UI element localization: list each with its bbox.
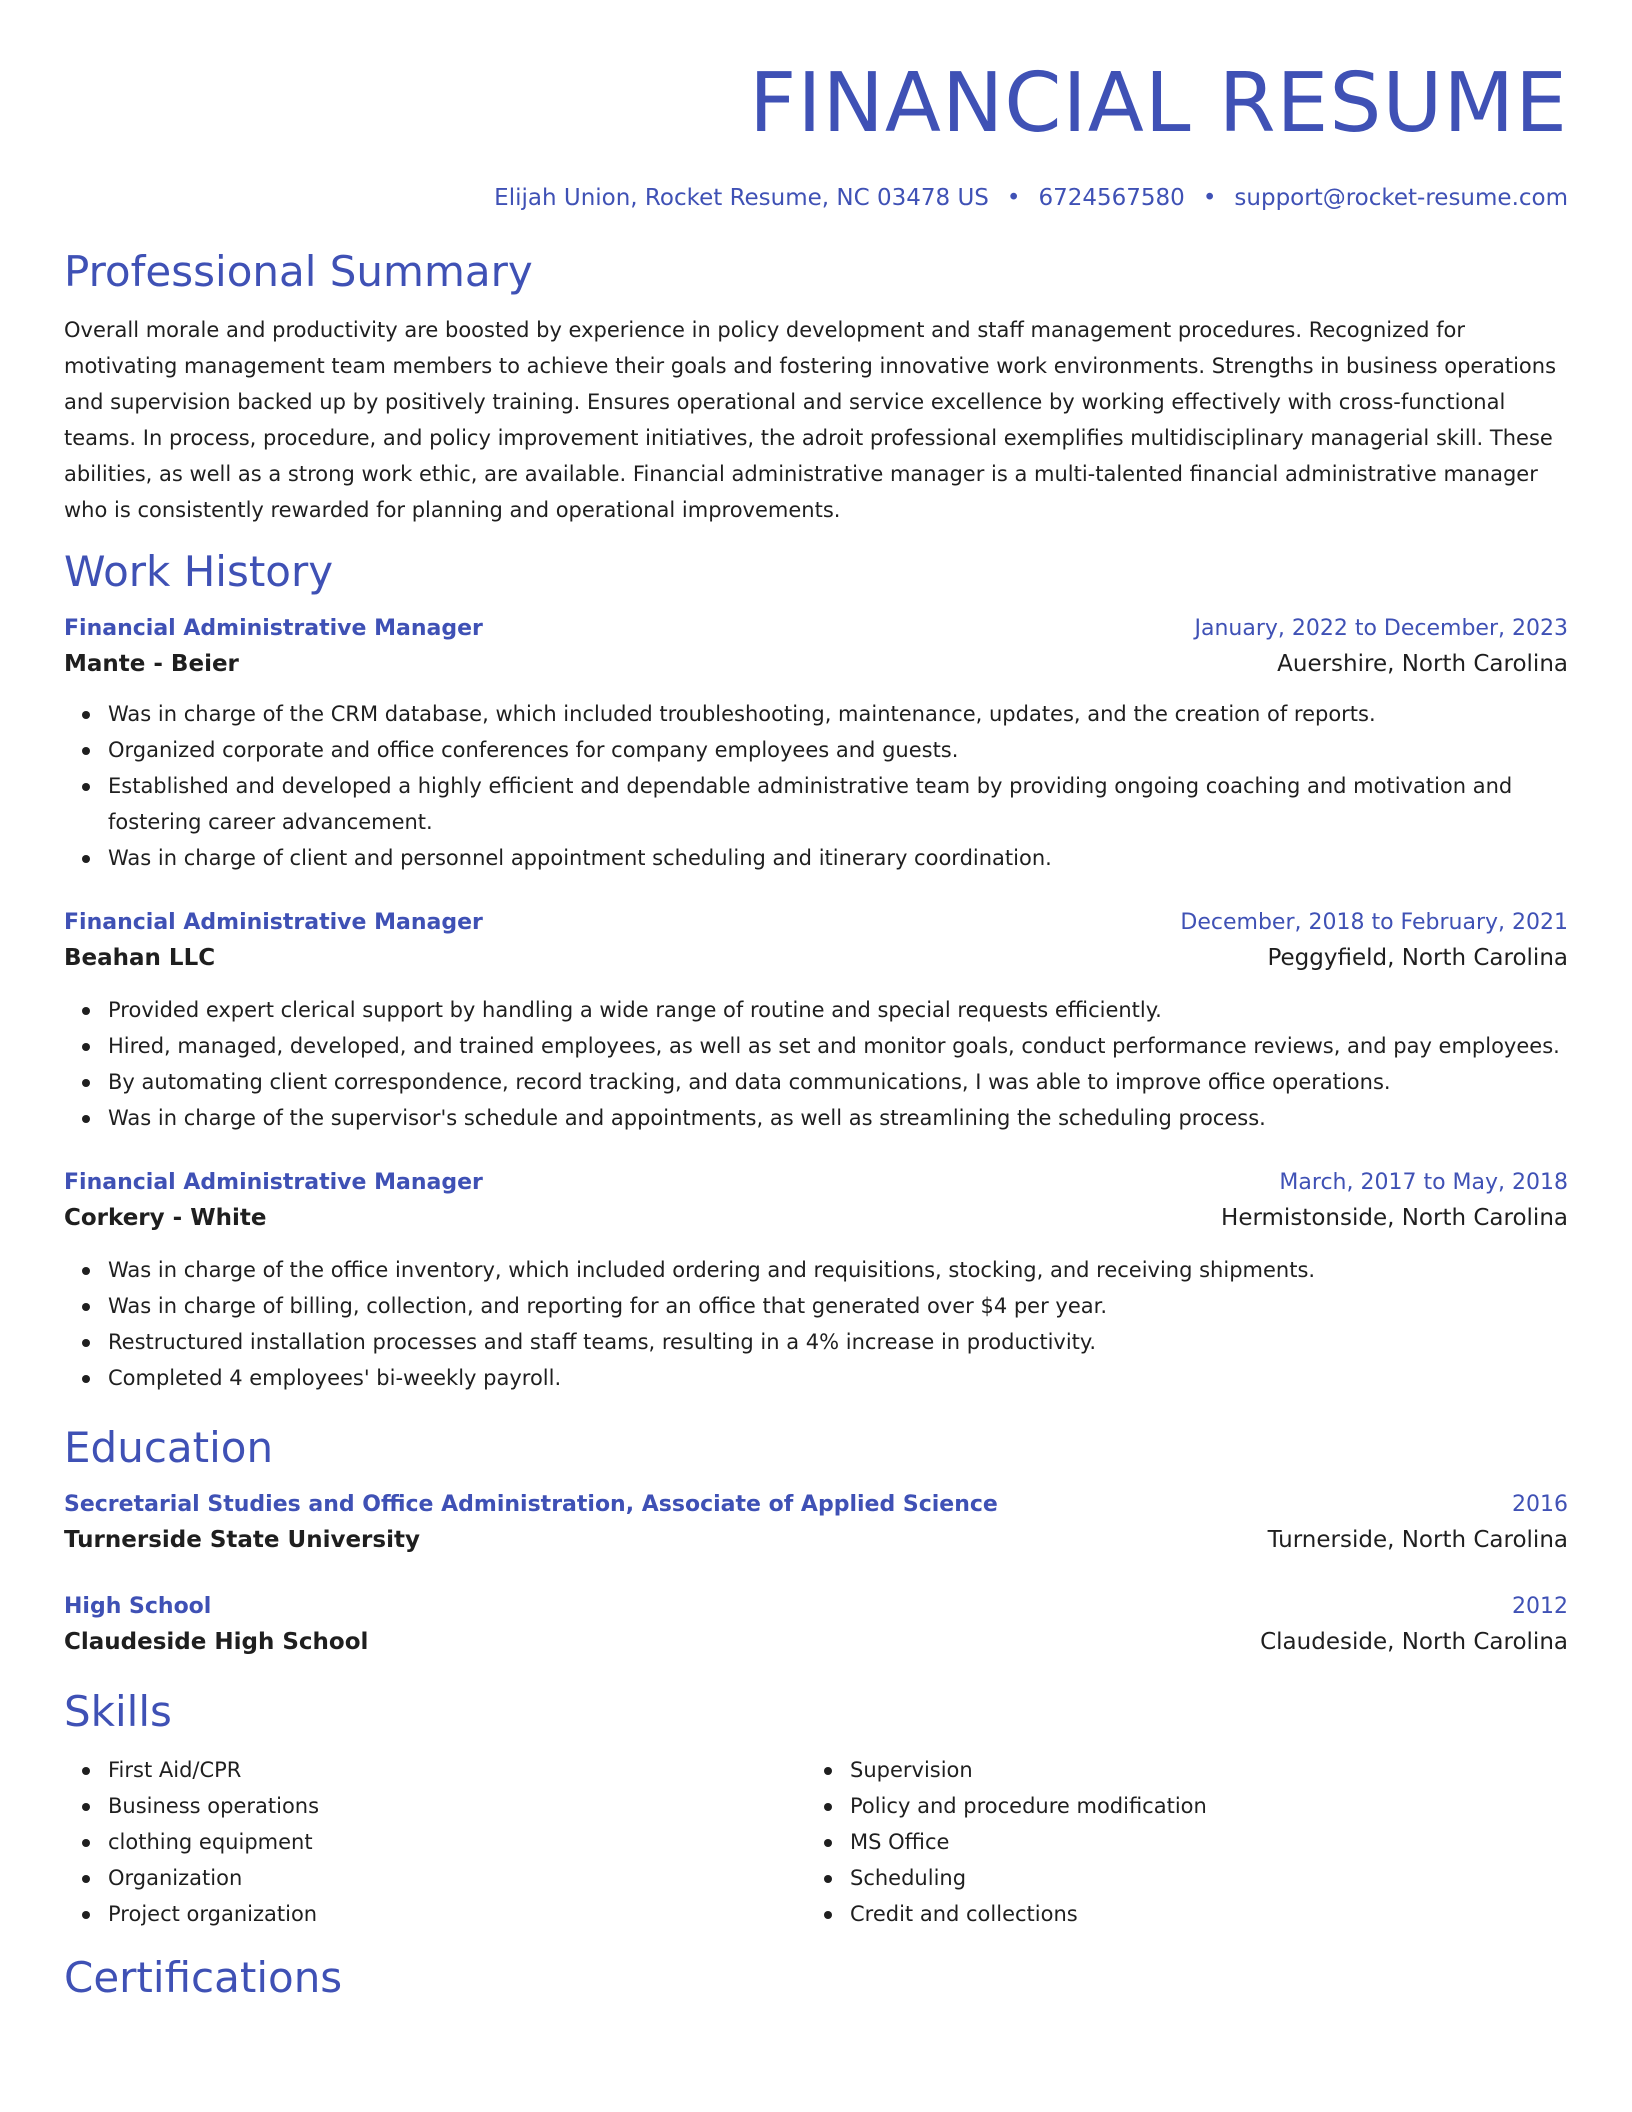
education-degree: Secretarial Studies and Office Administration, Associate of Applied Science xyxy=(64,1492,998,1517)
skill-item: Scheduling xyxy=(850,1860,1548,1896)
job-dates: January, 2022 to December, 2023 xyxy=(1194,616,1568,641)
contact-phone: 6724567580 xyxy=(1038,185,1185,211)
job-entry xyxy=(64,906,1568,1136)
job-company: Corkery - White xyxy=(64,1205,267,1231)
job-header-row xyxy=(64,1166,1568,1200)
job-bullet: By automating client correspondence, record tracking, and data communications, I was able to improve office operations. xyxy=(108,1064,1568,1100)
skills-column-left xyxy=(64,1752,806,1932)
job-title: Financial Administrative Manager xyxy=(64,616,483,641)
skill-item: clothing equipment xyxy=(108,1824,806,1860)
job-bullet: Was in charge of the CRM database, which included troubleshooting, maintenance, updates, and the creation of reports. xyxy=(108,696,1568,732)
job-title: Financial Administrative Manager xyxy=(64,910,483,935)
job-bullet: Completed 4 employees' bi-weekly payroll. xyxy=(108,1360,1568,1396)
job-bullet: Was in charge of the office inventory, which included ordering and requisitions, stocking, and receiving shipments. xyxy=(108,1252,1568,1288)
job-company-row xyxy=(64,940,1568,976)
resume-title: FINANCIAL RESUME xyxy=(749,56,1568,151)
education-header-row xyxy=(64,1590,1568,1624)
job-bullet: Was in charge of the supervisor's schedule and appointments, as well as streamlining the scheduling process. xyxy=(108,1100,1568,1136)
job-location: Auershire, North Carolina xyxy=(1277,651,1568,677)
education-school: Claudeside High School xyxy=(64,1629,369,1655)
job-bullet: Restructured installation processes and staff teams, resulting in a 4% increase in productivity. xyxy=(108,1324,1568,1360)
job-company-row xyxy=(64,1200,1568,1236)
education-year: 2016 xyxy=(1512,1492,1568,1517)
job-company-row xyxy=(64,646,1568,682)
skill-item: Project organization xyxy=(108,1896,806,1932)
job-dates: December, 2018 to February, 2021 xyxy=(1180,910,1568,935)
job-bullet: Hired, managed, developed, and trained employees, as well as set and monitor goals, conduct performance reviews, and pay employees. xyxy=(108,1028,1568,1064)
job-bullets xyxy=(64,696,1568,876)
education-year: 2012 xyxy=(1512,1594,1568,1619)
skills-bullets xyxy=(64,1752,806,1932)
education-location: Turnerside, North Carolina xyxy=(1267,1527,1568,1553)
skills-heading: Skills xyxy=(64,1687,172,1736)
skill-item: Business operations xyxy=(108,1788,806,1824)
education-school-row xyxy=(64,1624,1568,1660)
summary-text: Overall morale and productivity are boosted by experience in policy development and staff management procedures. Recognized for motivating management team members to achieve their goals and fostering innovative work environments. Strengths in business operations and supervision backed up by positively training. Ensures operational and service excellence by working effectively with cross-functional teams. In process, procedure, and policy improvement initiatives, the adroit professional exemplifies multidisciplinary managerial skill. These abilities, as well as a strong work ethic, are available. Financial administrative manager is a multi-talented financial administrative manager who is consistently rewarded for planning and operational improvements. xyxy=(64,318,1557,522)
skills-list xyxy=(64,1752,1568,1932)
job-bullet: Was in charge of billing, collection, and reporting for an office that generated over $4 per year. xyxy=(108,1288,1568,1324)
education-entry xyxy=(64,1590,1568,1660)
work-history-heading: Work History xyxy=(64,547,334,596)
education-school: Turnerside State University xyxy=(64,1527,420,1553)
job-company: Mante - Beier xyxy=(64,651,239,677)
skills-column-right xyxy=(806,1752,1548,1932)
job-entry xyxy=(64,612,1568,876)
job-bullet: Organized corporate and office conferences for company employees and guests. xyxy=(108,732,1568,768)
skill-item: Organization xyxy=(108,1860,806,1896)
certifications-heading: Certifications xyxy=(64,1953,343,2002)
resume-page xyxy=(64,0,1568,2004)
education-header-row xyxy=(64,1488,1568,1522)
education-heading: Education xyxy=(64,1423,274,1472)
contact-email[interactable]: support@rocket-resume.com xyxy=(1234,185,1568,211)
skill-item: First Aid/CPR xyxy=(108,1752,806,1788)
skill-item: Credit and collections xyxy=(850,1896,1548,1932)
education-location: Claudeside, North Carolina xyxy=(1260,1629,1568,1655)
job-dates: March, 2017 to May, 2018 xyxy=(1279,1170,1568,1195)
job-bullet: Established and developed a highly efficient and dependable administrative team by providing ongoing coaching and motivation and fostering career advancement. xyxy=(108,768,1568,840)
job-location: Hermistonside, North Carolina xyxy=(1221,1205,1568,1231)
education-degree: High School xyxy=(64,1594,212,1619)
job-title: Financial Administrative Manager xyxy=(64,1170,483,1195)
contact-separator: • xyxy=(1006,185,1021,211)
education-school-row xyxy=(64,1522,1568,1558)
contact-line xyxy=(64,182,1568,214)
skill-item: Supervision xyxy=(850,1752,1548,1788)
summary-heading: Professional Summary xyxy=(64,247,533,296)
job-bullet: Was in charge of client and personnel appointment scheduling and itinerary coordination. xyxy=(108,840,1568,876)
job-bullets xyxy=(64,992,1568,1136)
contact-separator: • xyxy=(1202,185,1217,211)
job-bullet: Provided expert clerical support by handling a wide range of routine and special requests efficiently. xyxy=(108,992,1568,1028)
job-header-row xyxy=(64,906,1568,940)
job-entry xyxy=(64,1166,1568,1396)
job-location: Peggyfield, North Carolina xyxy=(1267,945,1568,971)
skill-item: Policy and procedure modification xyxy=(850,1788,1548,1824)
skills-bullets xyxy=(806,1752,1548,1932)
job-company: Beahan LLC xyxy=(64,945,216,971)
contact-address: Elijah Union, Rocket Resume, NC 03478 US xyxy=(494,185,989,211)
job-bullets xyxy=(64,1252,1568,1396)
education-entry xyxy=(64,1488,1568,1558)
job-header-row xyxy=(64,612,1568,646)
skill-item: MS Office xyxy=(850,1824,1548,1860)
